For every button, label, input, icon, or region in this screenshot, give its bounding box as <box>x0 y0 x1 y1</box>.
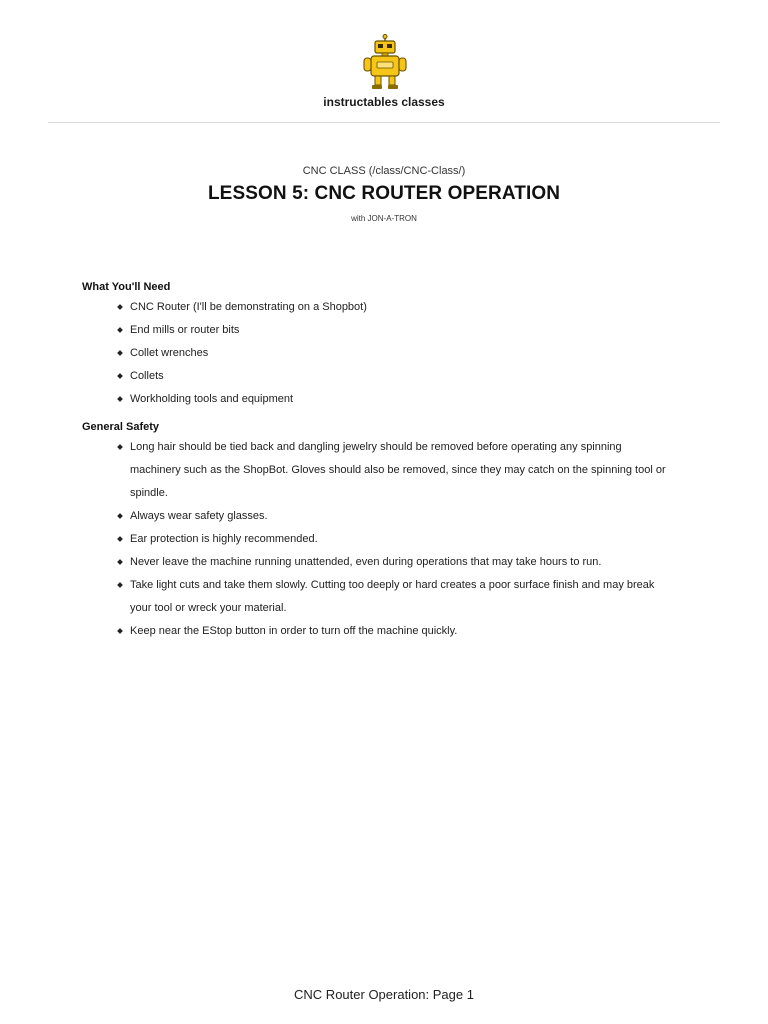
page-title: LESSON 5: CNC ROUTER OPERATION <box>207 183 561 204</box>
list-item: Collet wrenches <box>130 342 672 365</box>
list-item: Collets <box>130 365 672 388</box>
list-item: Always wear safety glasses. <box>130 505 672 528</box>
needs-section-title: What You'll Need <box>82 281 171 293</box>
instructor-credit: with JON-A-TRON <box>351 214 417 223</box>
list-item: Long hair should be tied back and dangling jewelry should be removed before operating any spinning machinery such as the ShopBot. Gloves should also be removed, since they may catch on the spinning tool or spindle. <box>130 436 672 505</box>
lesson-content <box>82 281 672 653</box>
page-header <box>0 0 768 122</box>
safety-list <box>82 436 672 643</box>
safety-section-title: General Safety <box>82 421 160 433</box>
list-item: CNC Router (I'll be demonstrating on a Shopbot) <box>130 296 672 319</box>
list-item: End mills or router bits <box>130 319 672 342</box>
brand-name[interactable]: instructables classes <box>323 95 445 109</box>
list-item: Keep near the EStop button in order to turn off the machine quickly. <box>130 620 672 643</box>
list-item: Never leave the machine running unattended, even during operations that may take hours to run. <box>130 551 672 574</box>
header-divider <box>48 122 720 123</box>
needs-list <box>82 296 672 411</box>
instructables-robot-icon <box>360 34 410 90</box>
class-link[interactable]: CNC CLASS (/class/CNC-Class/) <box>302 165 466 177</box>
list-item: Ear protection is highly recommended. <box>130 528 672 551</box>
list-item: Take light cuts and take them slowly. Cutting too deeply or hard creates a poor surface finish and may break your tool or wreck your material. <box>130 574 672 620</box>
page-footer: CNC Router Operation: Page 1 <box>294 987 474 1002</box>
list-item: Workholding tools and equipment <box>130 388 672 411</box>
